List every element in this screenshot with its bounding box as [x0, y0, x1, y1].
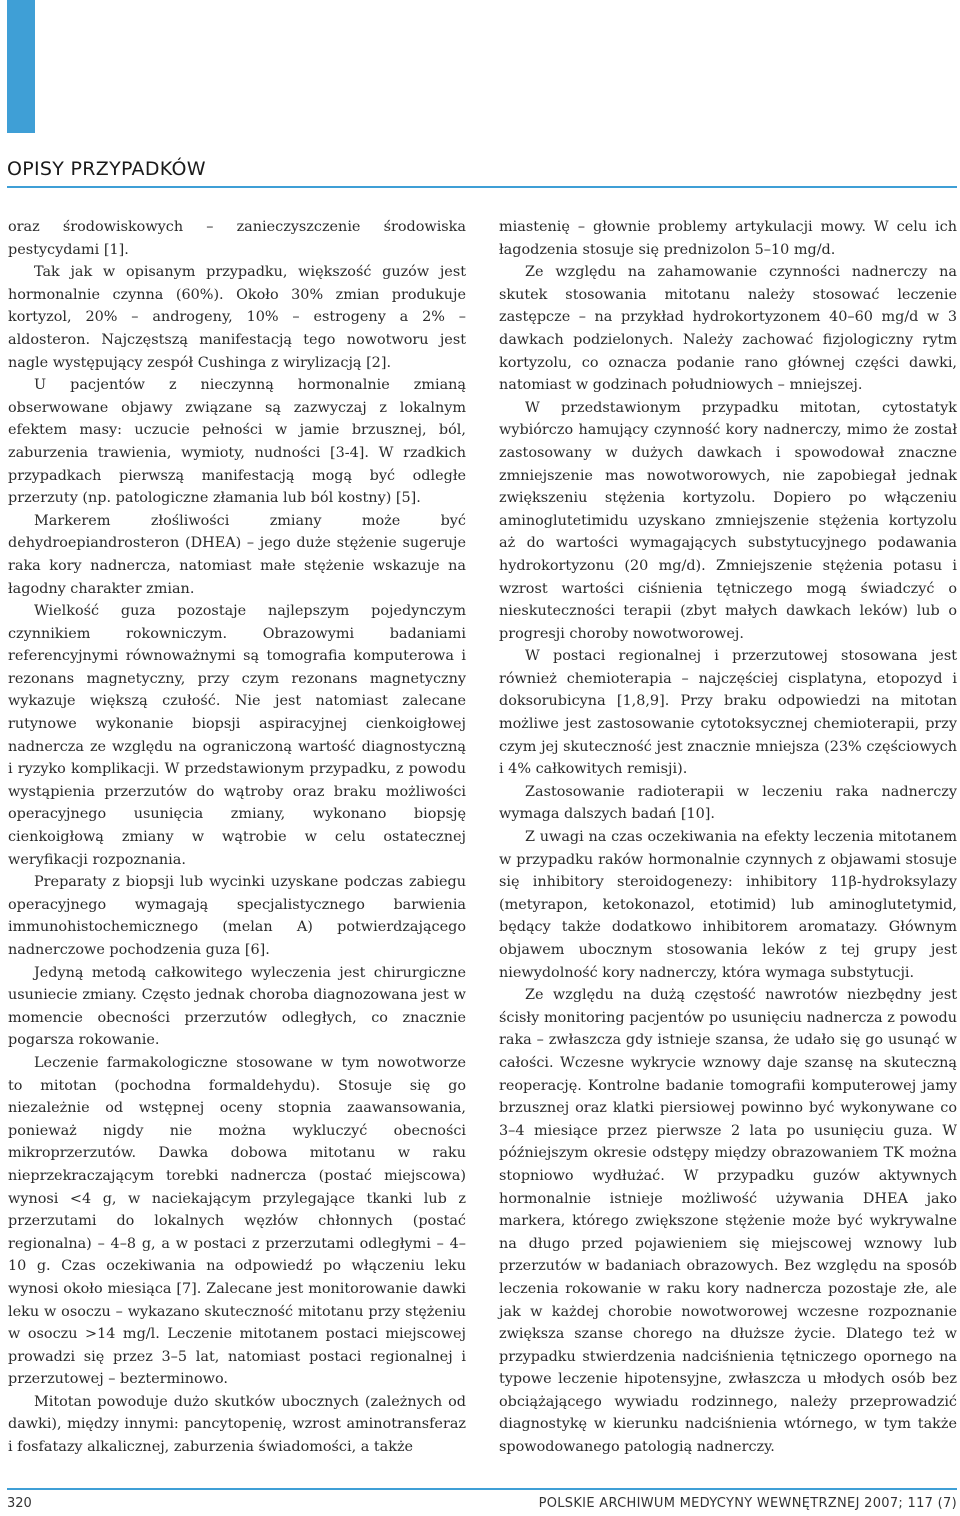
right-column [499, 216, 957, 1459]
paragraph: Markerem złośliwości zmiany może być dehydroepiandrosteron (DHEA) – jego duże stężenie sugeruje raka kory nadnercza, natomiast małe stężenie wskazuje na łagodny charakter zmian. [8, 512, 466, 597]
paragraph: Ze względu na zahamowanie czynności nadnerczy na skutek stosowania mitotanu należy stosować leczenie zastępcze – na przykład hydrokortyzonem 40–60 mg/d w 3 dawkach podzielonych. Należy zachować fizjologiczny rytm kortyzolu, co oznacza podanie rano głównej części dawki, natomiast w godzinach południowych – mniejszej. [499, 264, 957, 394]
paragraph: oraz środowiskowych – zanieczyszczenie środowiska pestycydami [1]. [8, 219, 466, 258]
paragraph: Z uwagi na czas oczekiwania na efekty leczenia mitotanem w przypadku raków hormonalnie czynnych z objawami stosuje się inhibitory steroidogenezy: inhibitory 11β-hydroksylazy (metyrapon, ketokonazol, etotimid) lub aminoglutetymid, będący także dodatkowo inhibitorem aromatazy. Głównym objawem ubocznym stosowania leków z tej grupy jest niewydolność kory nadnerczy, która wymaga substytucji. [499, 829, 957, 981]
section-title: OPISY PRZYPADKÓW [7, 158, 206, 180]
accent-color-block [7, 0, 35, 133]
paragraph: miastenię – głownie problemy artykulacji mowy. W celu ich łagodzenia stosuje się prednizolon 5–10 mg/d. [499, 219, 957, 258]
paragraph: W postaci regionalnej i przerzutowej stosowana jest również chemioterapia – najczęściej cisplatyna, etopozyd i doksorubicyna [1,8,9]. Przy braku odpowiedzi na mitotan możliwe jest zastosowanie cytotoksycznej chemioterapii, przy czym jej skuteczność jest znacznie mniejsza (23% częściowych i 4% całkowitych remisji). [499, 648, 957, 778]
journal-citation: POLSKIE ARCHIWUM MEDYCYNY WEWNĘTRZNEJ 2007; 117 (7) [538, 1496, 957, 1511]
paragraph: W przedstawionym przypadku mitotan, cytostatyk wybiórczo hamujący czynność kory nadnerczy, mimo że został zastosowany w dużych dawkach i spowodował znaczne zmniejszenie mas nowotworowych, nie zapobiegał jednak zwiększeniu stężenia kortyzolu. Dopiero po włączeniu aminoglutetimidu uzyskano zmniejszenie stężenia kortyzolu aż do wartości wymagających substytucyjnego podawania hydrokortyzonu (20 mg/d). Zmniejszenie stężenia potasu i wzrost wartości ciśnienia tętniczego mogą świadczyć o nieskuteczności terapii (zbyt małych dawkach leków) lub o progresji choroby nowotworowej. [499, 399, 957, 642]
paragraph: Tak jak w opisanym przypadku, większość guzów jest hormonalnie czynna (60%). Około 30% zmian produkuje kortyzol, 20% – androgeny, 10% – estrogeny a 2% – aldosteron. Najczęstszą manifestacją tego nowotworu jest nagle występujący zespół Cushinga z wirylizacją [2]. [8, 264, 466, 371]
paragraph: Zastosowanie radioterapii w leczeniu raka nadnerczy wymaga dalszych badań [10]. [499, 783, 957, 823]
page-number: 320 [7, 1496, 32, 1511]
paragraph: Leczenie farmakologiczne stosowane w tym nowotworze to mitotan (pochodna formaldehydu). Stosuje się go niezależnie od wstępnej oceny stopnia zaawansowania, ponieważ nigdy nie można wykluczyć obecności mikroprzerzutów. Dawka dobowa mitotanu w raku nieprzekraczającym torebki nadnercza (postać miejscowa) wynosi <4 g, w naciekającym przylegające tkanki lub z przerzutami do lokalnych węzłów chłonnych (postać regionalna) – 4–8 g, a w postaci z przerzutami odległymi – 4–10 g. Czas oczekiwania na odpowiedź po włączeniu leku wynosi około miesiąca [7]. Zalecane jest monitorowanie dawki leku w osoczu – wykazano skuteczność mitotanu przy stężeniu w osoczu >14 mg/l. Leczenie mitotanem postaci miejscowej prowadzi się przez 3–5 lat, natomiast postaci regionalnej i przerzutowej – bezterminowo. [8, 1054, 466, 1388]
paragraph: Wielkość guza pozostaje najlepszym pojedynczym czynnikiem rokowniczym. Obrazowymi badaniami referencyjnymi równoważnymi są tomografia komputerowa i rezonans magnetyczny, przy czym rezonans magnetyczny wykazuje większą czułość. Nie jest natomiast zalecane rutynowe wykonanie biopsji aspiracyjnej cienkoigłowej nadnercza ze względu na ograniczoną wartość diagnostyczną i ryzyko komplikacji. W przedstawionym przypadku, z powodu wystąpienia przerzutów do wątroby oraz braku możliwości operacyjnego usunięcia zmiany, wykonano biopsję cienkoigłową zmiany w wątrobie w celu ostatecznej weryfikacji rozpoznania. [8, 603, 466, 868]
paragraph: U pacjentów z nieczynną hormonalnie zmianą obserwowane objawy związane są zazwyczaj z lokalnym efektem masy: uczucie pełności w jamie brzusznej, ból, zaburzenia trawienia, wymioty, nudności [3-4]. W rzadkich przypadkach pierwszą manifestacją mogą być odległe przerzuty (np. patologiczne złamania lub ból kostny) [5]. [8, 377, 466, 507]
paragraph: Ze względu na dużą częstość nawrotów niezbędny jest ścisły monitoring pacjentów po usunięciu nadnercza z powodu raka – zwłaszcza gdy istnieje szansa, że udało się go usunąć w całości. Wczesne wykrycie wznowy daje szansę na skuteczną reoperację. Kontrolne badanie tomografii komputerowej jamy brzusznej oraz klatki piersiowej powinno być wykonywane co 3–4 miesiące przez pierwsze 2 lata po usunięciu guza. W późniejszym okresie odstępy między obrazowaniem TK można stopniowo wydłużać. W przypadku guzów aktywnych hormonalnie istnieje możliwość używania DHEA jako markera, którego zwiększone stężenie może być wykrywalne na długo przed pojawieniem się miejscowej wznowy lub przerzutów w badaniach obrazowych. Bez względu na sposób leczenia rokowanie w raku kory nadnercza pozostaje złe, ale jak w każdej chorobie nowotworowej wczesne rozpoznanie zwiększa szanse chorego na dłuższe życie. Dlatego też w przypadku stwierdzenia nadciśnienia tętniczego opornego na typowe leczenie hipotensyjne, zwłaszcza u młodych osób bez obciążającego wywiadu rodzinnego, należy przeprowadzić diagnostykę w kierunku nadciśnienia wtórnego, w tym także spowodowanego patologią nadnerczy. [499, 987, 957, 1456]
paragraph: Preparaty z biopsji lub wycinki uzyskane podczas zabiegu operacyjnego wymagają specjalistycznego barwienia immunohistochemicznego (melan A) potwierdzającego nadnerczowe pochodzenia guza [6]. [8, 874, 466, 958]
page-footer [7, 1496, 957, 1516]
paragraph: Mitotan powoduje dużo skutków ubocznych (zależnych od dawki), między innymi: pancytopenię, wzrost aminotransferaz i fosfatazy alkalicznej, zaburzenia świadomości, a także [8, 1393, 466, 1456]
footer-divider [7, 1488, 957, 1490]
left-column [8, 216, 466, 1459]
section-header [7, 150, 957, 188]
paragraph: Jedyną metodą całkowitego wyleczenia jest chirurgiczne usuniecie zmiany. Często jednak choroba diagnozowana jest w momencie obecności przerzutów odległych, co znacznie pogarsza rokowanie. [8, 964, 466, 1049]
